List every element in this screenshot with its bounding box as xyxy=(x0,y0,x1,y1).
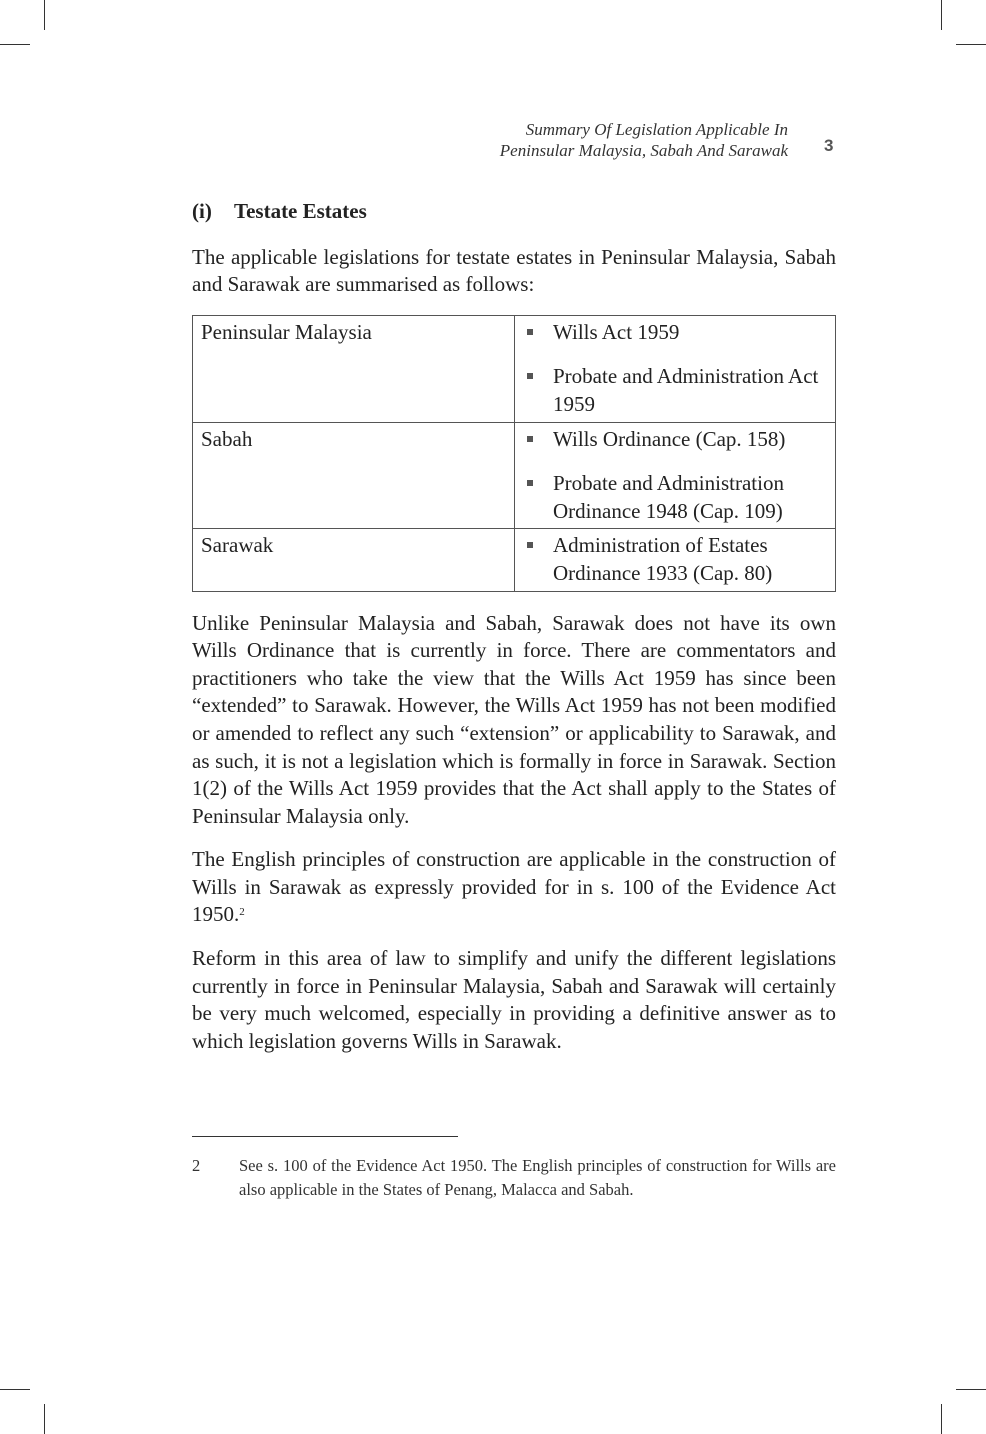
legislation-name: Wills Ordinance (Cap. 158) xyxy=(553,426,786,451)
footnote-text: See s. 100 of the Evidence Act 1950. The English principles of construction for Wills are also applicable in the States of Penang, Malacca and Sabah. xyxy=(239,1156,836,1199)
legislation-cell xyxy=(515,529,836,591)
list-item xyxy=(523,363,828,418)
intro-paragraph: The applicable legislations for testate estates in Peninsular Malaysia, Sabah and Sarawak are summarised as follows: xyxy=(192,244,836,297)
legislation-cell xyxy=(515,315,836,422)
legislation-name: Wills Act 1959 xyxy=(553,319,680,344)
section-number: (i) xyxy=(192,199,212,223)
section-title: Testate Estates xyxy=(234,199,367,223)
section-heading xyxy=(192,198,836,226)
list-item xyxy=(523,470,828,525)
crop-mark xyxy=(956,1389,986,1390)
square-bullet-icon xyxy=(527,480,533,486)
legislation-name: Administration of Estates Ordinance 1933 (Cap. 80) xyxy=(553,533,773,585)
paragraph-text: The English principles of construction are applicable in the construction of Wills in Sarawak as expressly provided for in s. 100 of the Evidence Act 1950. xyxy=(192,847,836,927)
footnote-reference[interactable]: 2 xyxy=(239,906,245,919)
legislation-name: Probate and Administration Act 1959 xyxy=(553,364,819,416)
body-paragraph: Reform in this area of law to simplify and unify the different legislations currently in force in Peninsular Malaysia, Sabah and Sarawak will certainly be very much welcomed, especially in providing a definitive answer as to which legislation governs Wills in Sarawak. xyxy=(192,946,836,1053)
crop-mark xyxy=(941,0,942,30)
state-cell: Sabah xyxy=(193,422,515,529)
running-head-line1: Summary Of Legislation Applicable In xyxy=(525,120,788,139)
main-content xyxy=(192,198,836,1071)
crop-mark xyxy=(941,1404,942,1434)
footnote-number: 2 xyxy=(192,1156,201,1175)
legislation-cell xyxy=(515,422,836,529)
footnote xyxy=(192,1154,836,1201)
square-bullet-icon xyxy=(527,542,533,548)
page-number: 3 xyxy=(824,136,834,155)
square-bullet-icon xyxy=(527,329,533,335)
table-row xyxy=(193,422,836,529)
table-row xyxy=(193,529,836,591)
list-item xyxy=(523,319,828,347)
crop-mark xyxy=(0,44,30,45)
crop-mark xyxy=(0,1389,30,1390)
crop-mark xyxy=(44,0,45,30)
list-item xyxy=(523,532,828,587)
square-bullet-icon xyxy=(527,373,533,379)
table-row xyxy=(193,315,836,422)
legislation-name: Probate and Administration Ordinance 1948 (Cap. 109) xyxy=(553,471,784,523)
crop-mark xyxy=(44,1404,45,1434)
crop-mark xyxy=(956,44,986,45)
square-bullet-icon xyxy=(527,436,533,442)
state-cell: Peninsular Malaysia xyxy=(193,315,515,422)
body-paragraph: Unlike Peninsular Malaysia and Sabah, Sarawak does not have its own Wills Ordinance that is currently in force. There are commentators and practitioners who take the view that the Wills Act 1959 has since been “extended” to Sarawak. However, the Wills Act 1959 has not been modified or amended to reflect any such “extension” or applicability to Sarawak, and as such, it is not a legislation which is formally in force in Sarawak. Section 1(2) of the Wills Act 1959 provides that the Act shall apply to the States of Peninsular Malaysia only. xyxy=(192,610,836,828)
list-item xyxy=(523,426,828,454)
legislation-table xyxy=(192,315,836,592)
footnote-divider xyxy=(192,1136,458,1137)
running-head-line2: Peninsular Malaysia, Sabah And Sarawak xyxy=(499,141,788,160)
body-paragraph xyxy=(192,846,836,929)
state-cell: Sarawak xyxy=(193,529,515,591)
running-head xyxy=(500,119,788,161)
